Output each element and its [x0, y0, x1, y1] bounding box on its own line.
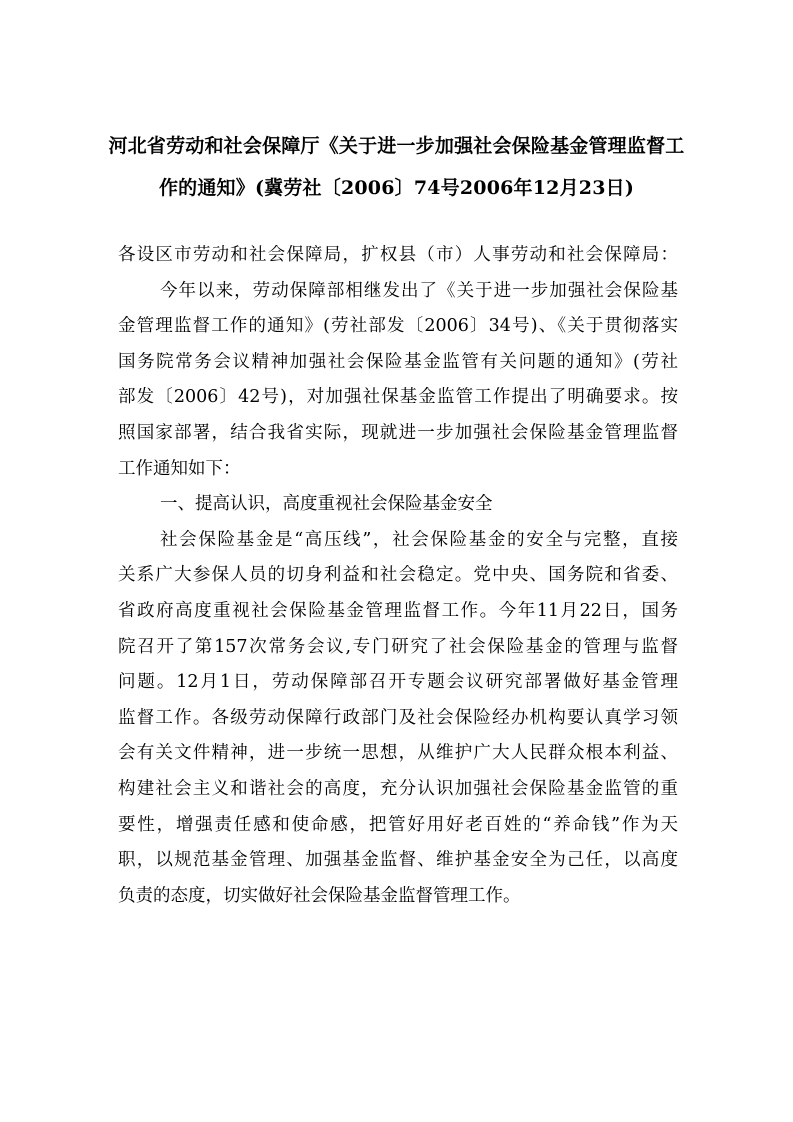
paragraph-1-line: 今年以来，劳动保障部相继发出了《关于进一步加强社会保险基: [160, 280, 678, 301]
paragraph-2-line: 关系广大参保人员的切身利益和社会稳定。党中央、国务院和省委、: [118, 565, 678, 586]
paragraph-1-line: 国务院常务会议精神加强社会保险基金监管有关问题的通知》(劳社: [118, 351, 678, 372]
document-body: [118, 238, 678, 914]
paragraph-2-line: 省政府高度重视社会保险基金管理监督工作。今年11月22日，国务: [118, 600, 678, 621]
paragraph-2-line: 职，以规范基金管理、加强基金监督、维护基金安全为己任，以高度: [118, 850, 678, 871]
paragraph-2-line: 负责的态度，切实做好社会保险基金监督管理工作。: [118, 885, 521, 906]
title-line-1: 河北省劳动和社会保障厅《关于进一步加强社会保险基金管理监督工: [108, 135, 685, 157]
paragraph-2-line: 监督工作。各级劳动保障行政部门及社会保险经办机构要认真学习领: [118, 707, 678, 728]
paragraph-2-line: 问题。12月1日，劳动保障部召开专题会议研究部署做好基金管理: [118, 672, 678, 693]
paragraph-2-line: 要性，增强责任感和使命感，把管好用好老百姓的“养命钱”作为天: [118, 814, 678, 835]
paragraph-1-line: 金管理监督工作的通知》(劳社部发〔2006〕34号)、《关于贯彻落实: [118, 316, 678, 337]
paragraph-1-line: 工作通知如下：: [118, 458, 241, 479]
section-heading-1: 一、提高认识，高度重视社会保险基金安全: [160, 494, 493, 515]
salutation-line: 各设区市劳动和社会保障局，扩权县（市）人事劳动和社会保障局：: [118, 245, 678, 265]
paragraph-1-line: 照国家部署，结合我省实际，现就进一步加强社会保险基金管理监督: [118, 422, 678, 443]
paragraph-2-line: 会有关文件精神，进一步统一思想，从维护广大人民群众根本利益、: [118, 743, 678, 764]
paragraph-2-line: 社会保险基金是“高压线”，社会保险基金的安全与完整，直接: [160, 529, 678, 550]
paragraph-2-line: 院召开了第157次常务会议,专门研究了社会保险基金的管理与监督: [118, 636, 678, 657]
paragraph-2-line: 构建社会主义和谐社会的高度，充分认识加强社会保险基金监管的重: [118, 778, 678, 799]
paragraph-1-line: 部发〔2006〕42号)，对加强社保基金监管工作提出了明确要求。按: [118, 387, 678, 408]
title-line-2: 作的通知》(冀劳社〔2006〕74号2006年12月23日): [158, 177, 635, 199]
document-title: [100, 125, 693, 209]
